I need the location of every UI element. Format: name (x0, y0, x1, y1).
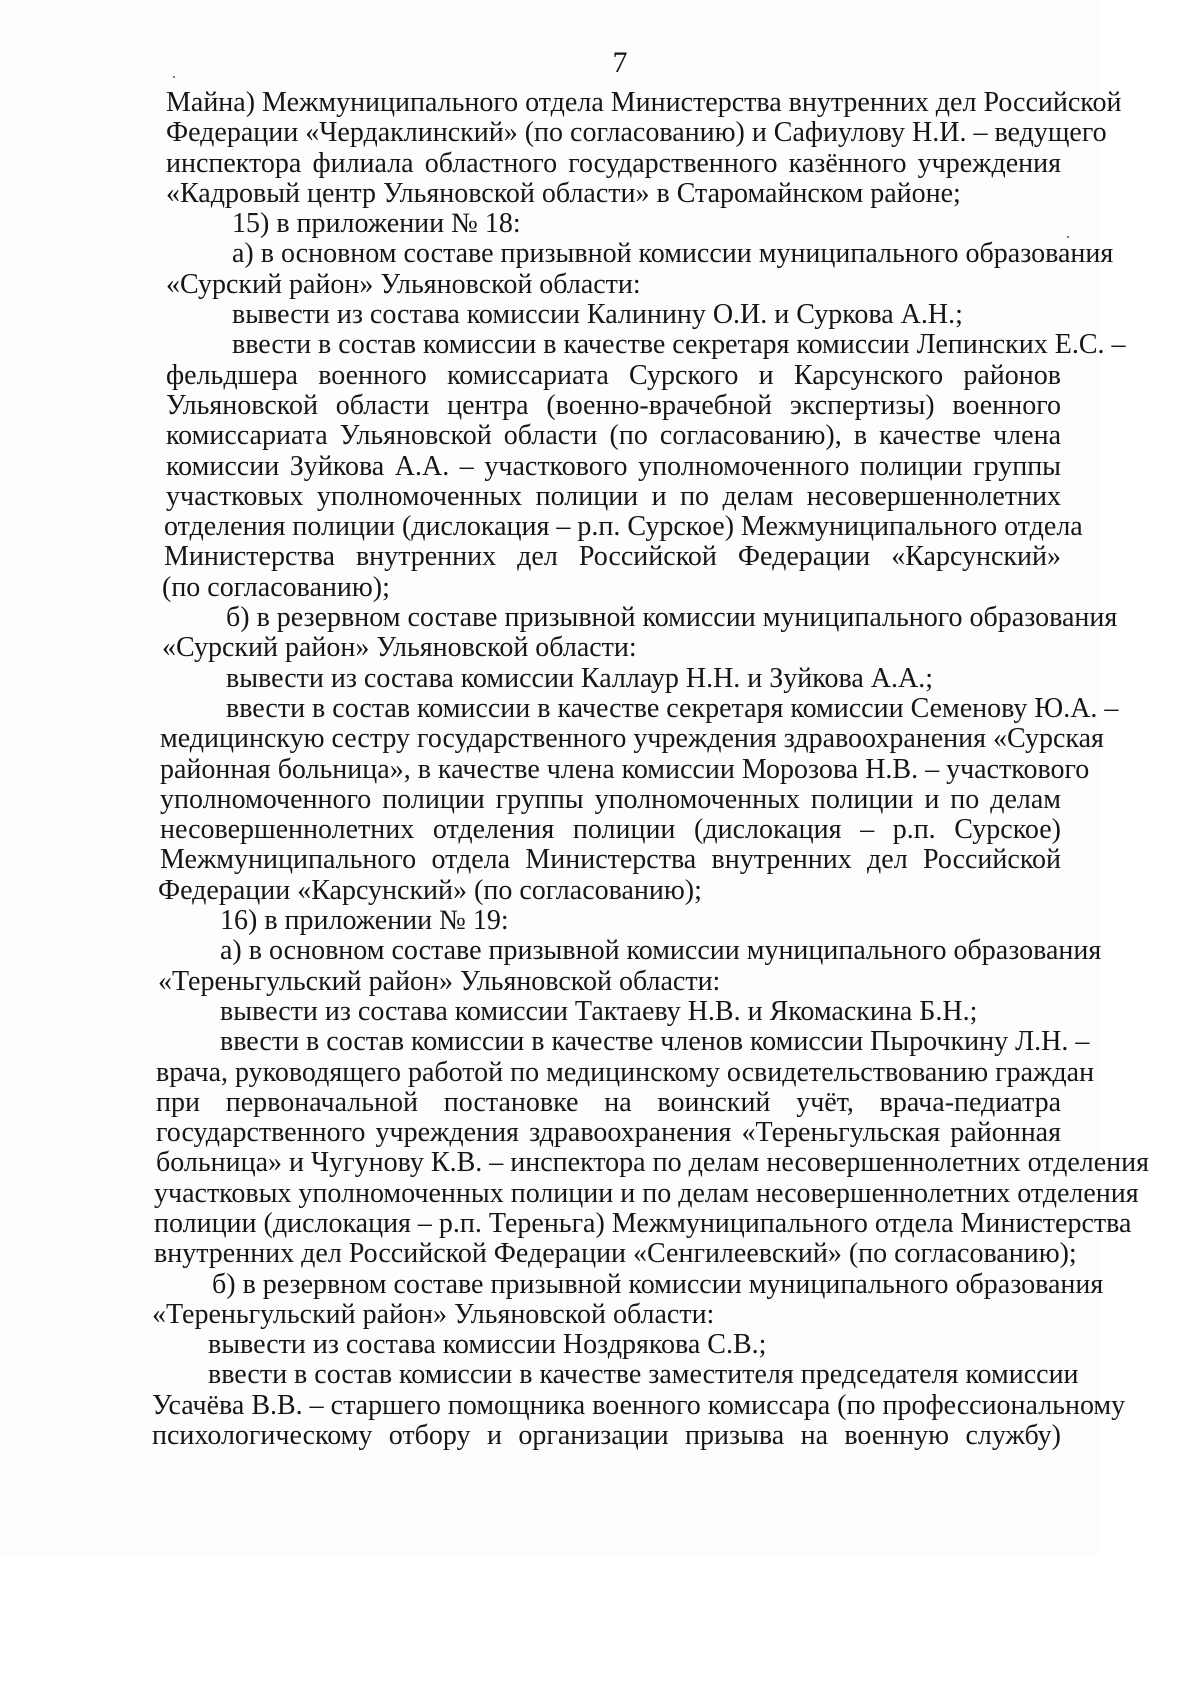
text-line: участковых уполномоченных полиции и по делам несовершеннолетних отделения (154, 1177, 1139, 1209)
text-line: вывести из состава комиссии Калинину О.И. и Суркова А.Н.; (232, 299, 963, 331)
text-line: государственного учреждения здравоохранения «Тереньгульская районная (156, 1117, 1061, 1149)
page-number: 7 (612, 46, 628, 79)
text-line: районная больница», в качестве члена комиссии Морозова Н.В. – участкового (160, 753, 1090, 785)
text-line: б) в резервном составе призывной комиссии муниципального образования (212, 1268, 1104, 1300)
text-line: комиссии Зуйкова А.А. – участкового уполномоченного полиции группы (166, 450, 1061, 482)
text-line: при первоначальной постановке на воинский учёт, врача-педиатра (156, 1086, 1061, 1118)
text-line: а) в основном составе призывной комиссии муниципального образования (232, 238, 1114, 270)
text-line: вывести из состава комиссии Тактаеву Н.В. и Якомаскина Б.Н.; (220, 995, 978, 1027)
text-line: Усачёва В.В. – старшего помощника военного комиссара (по профессиональному (152, 1389, 1126, 1421)
text-line: Ульяновской области центра (военно-врачебной экспертизы) военного (166, 389, 1061, 421)
text-line: медицинскую сестру государственного учреждения здравоохранения «Сурская (160, 723, 1104, 755)
text-line: инспектора филиала областного государственного казённого учреждения (166, 147, 1061, 179)
text-line: «Кадровый центр Ульяновской области» в Старомайнском районе; (166, 177, 961, 209)
text-line: уполномоченного полиции группы уполномоченных полиции и по делам (160, 783, 1061, 815)
text-line: участковых уполномоченных полиции и по делам несовершеннолетних (166, 480, 1061, 512)
text-line: психологическому отбору и организации призыва на военную службу) (152, 1420, 1061, 1452)
text-line: врача, руководящего работой по медицинскому освидетельствованию граждан (156, 1056, 1095, 1088)
text-line: ввести в состав комиссии в качестве заместителя председателя комиссии (208, 1359, 1079, 1391)
text-line: вывести из состава комиссии Каллаур Н.Н. и Зуйкова А.А.; (226, 662, 933, 694)
text-line: ввести в состав комиссии в качестве секретаря комиссии Семенову Ю.А. – (226, 692, 1119, 724)
text-line: вывести из состава комиссии Ноздрякова С.В.; (208, 1329, 767, 1361)
text-line: Межмуниципального отдела Министерства внутренних дел Российской (160, 844, 1061, 876)
text-line: «Тереньгульский район» Ульяновской области: (152, 1298, 715, 1330)
text-line: Федерации «Карсунский» (по согласованию); (158, 874, 702, 906)
text-line: фельдшера военного комиссариата Сурского и Карсунского районов (166, 359, 1061, 391)
text-line: ввести в состав комиссии в качестве секретаря комиссии Лепинских Е.С. – (232, 329, 1126, 361)
text-line: «Сурский район» Ульяновской области: (162, 632, 637, 664)
document-body (152, 87, 1150, 1452)
text-line: отделения полиции (дислокация – р.п. Сурское) Межмуниципального отдела (164, 511, 1083, 543)
text-line: Федерации «Чердаклинский» (по согласованию) и Сафиулову Н.И. – ведущего (166, 117, 1107, 149)
text-line: «Тереньгульский район» Ульяновской области: (158, 965, 721, 997)
text-line: а) в основном составе призывной комиссии муниципального образования (220, 935, 1102, 967)
text-line: несовершеннолетних отделения полиции (дислокация – р.п. Сурское) (160, 814, 1061, 846)
scan-speck (173, 76, 175, 78)
text-line: Министерства внутренних дел Российской Федерации «Карсунский» (164, 541, 1061, 573)
text-line: больница» и Чугунову К.В. – инспектора по делам несовершеннолетних отделения (156, 1147, 1150, 1179)
text-line: 15) в приложении № 18: (232, 208, 521, 240)
text-line: 16) в приложении № 19: (220, 905, 509, 937)
text-line: внутренних дел Российской Федерации «Сенгилеевский» (по согласованию); (154, 1238, 1077, 1270)
text-line: (по согласованию); (162, 571, 390, 603)
text-line: Майна) Межмуниципального отдела Министерства внутренних дел Российской (166, 87, 1122, 118)
text-line: ввести в состав комиссии в качестве членов комиссии Пырочкину Л.Н. – (220, 1026, 1090, 1058)
text-line: полиции (дислокация – р.п. Тереньга) Межмуниципального отдела Министерства (154, 1207, 1132, 1239)
text-line: б) в резервном составе призывной комиссии муниципального образования (226, 602, 1118, 634)
text-line: комиссариата Ульяновской области (по согласованию), в качестве члена (166, 420, 1061, 452)
text-line: «Сурский район» Ульяновской области: (166, 268, 641, 300)
